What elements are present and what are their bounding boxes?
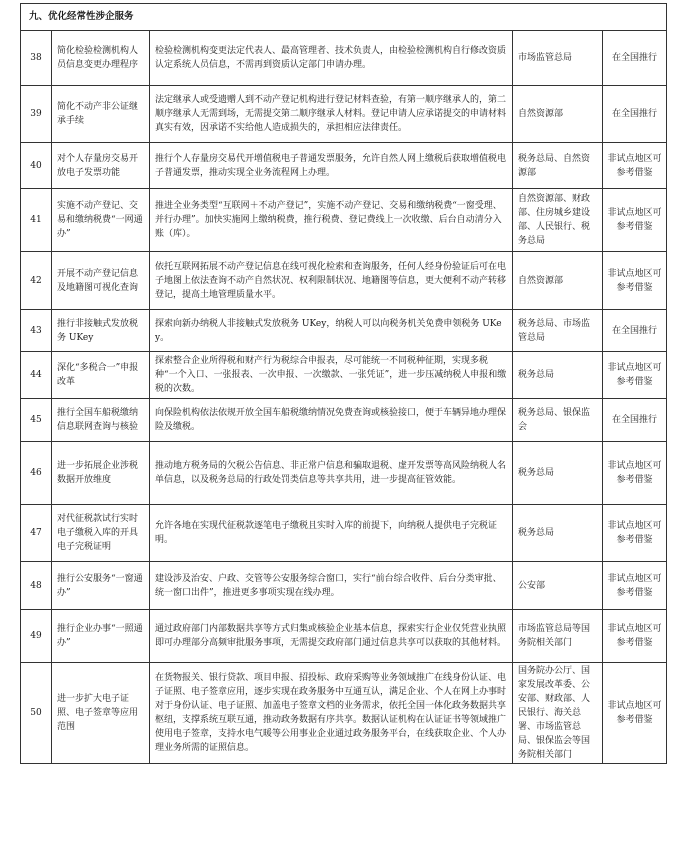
- measure-description: 法定继承人或受遗赠人到不动产登记机构进行登记材料查验，有第一顺序继承人的，第二顺序继承人无需到场，无需提交第二顺序继承人材料。登记申请人应承诺提交的申请材料真实有效，因承诺不实给他人造成损失的，承担相应法律责任。: [150, 86, 513, 143]
- measure-description: 探索整合企业所得税和财产行为税综合申报表，尽可能统一不同税种征期，实现多税种“一个入口、一张报表、一次申报、一次缴款、一张凭证”，进一步压减纳税人申报和缴税的次数。: [150, 352, 513, 399]
- row-number: 41: [21, 189, 52, 252]
- measures-table: [20, 3, 667, 764]
- table-row: [21, 562, 667, 610]
- responsible-departments: 税务总局: [513, 505, 603, 562]
- measure-name: 对代征税款试行实时电子缴税入库的开具电子完税证明: [52, 505, 150, 562]
- responsible-departments: 税务总局: [513, 442, 603, 505]
- responsible-departments: 税务总局、市场监管总局: [513, 310, 603, 352]
- measure-name: 简化不动产非公证继承手续: [52, 86, 150, 143]
- responsible-departments: 自然资源部: [513, 252, 603, 310]
- measure-description: 允许各地在实现代征税款逐笔电子缴税且实时入库的前提下，向纳税人提供电子完税证明。: [150, 505, 513, 562]
- table-row: [21, 252, 667, 310]
- implementation-scope: 非试点地区可参考借鉴: [603, 610, 667, 663]
- implementation-scope: 非试点地区可参考借鉴: [603, 189, 667, 252]
- measure-description: 通过政府部门内部数据共享等方式归集或核验企业基本信息，探索实行企业仅凭营业执照即可办理部分高频审批服务事项，无需提交政府部门通过信息共享可以获取的其他材料。: [150, 610, 513, 663]
- measure-description: 推进全业务类型“互联网＋不动产登记”，实施不动产登记、交易和缴纳税费“一窗受理、并行办理”。加快实施网上缴纳税费，推行税费、登记费线上一次收缴、后台自动清分入账（库）。: [150, 189, 513, 252]
- responsible-departments: 公安部: [513, 562, 603, 610]
- measure-name: 实施不动产登记、交易和缴纳税费“一网通办”: [52, 189, 150, 252]
- row-number: 46: [21, 442, 52, 505]
- table-row: [21, 505, 667, 562]
- table-row: [21, 31, 667, 86]
- table-row: [21, 610, 667, 663]
- implementation-scope: 非试点地区可参考借鉴: [603, 663, 667, 764]
- measure-name: 简化检验检测机构人员信息变更办理程序: [52, 31, 150, 86]
- measure-description: 推动地方税务局的欠税公告信息、非正常户信息和骗取退税、虚开发票等高风险纳税人名单信息，以及税务总局的行政处罚类信息等共享共用，进一步提高征管效能。: [150, 442, 513, 505]
- implementation-scope: 在全国推行: [603, 31, 667, 86]
- measure-description: 探索向新办纳税人非接触式发放税务 UKey，纳税人可以向税务机关免费申领税务 UKey。: [150, 310, 513, 352]
- implementation-scope: 非试点地区可参考借鉴: [603, 442, 667, 505]
- row-number: 42: [21, 252, 52, 310]
- section-title: 九、优化经常性涉企服务: [21, 4, 667, 31]
- responsible-departments: 自然资源部: [513, 86, 603, 143]
- table-row: [21, 663, 667, 764]
- measure-name: 进一步拓展企业涉税数据开放维度: [52, 442, 150, 505]
- implementation-scope: 非试点地区可参考借鉴: [603, 352, 667, 399]
- row-number: 50: [21, 663, 52, 764]
- table-row: [21, 399, 667, 442]
- responsible-departments: 市场监管总局: [513, 31, 603, 86]
- row-number: 47: [21, 505, 52, 562]
- responsible-departments: 市场监管总局等国务院相关部门: [513, 610, 603, 663]
- measure-name: 推行公安服务“一窗通办”: [52, 562, 150, 610]
- row-number: 38: [21, 31, 52, 86]
- measure-name: 推行企业办事“一照通办”: [52, 610, 150, 663]
- policy-table-page: [20, 3, 666, 764]
- measure-description: 推行个人存量房交易代开增值税电子普通发票服务，允许自然人网上缴税后获取增值税电子普通发票，推动实现全业务流程网上办理。: [150, 143, 513, 189]
- row-number: 48: [21, 562, 52, 610]
- responsible-departments: 自然资源部、财政部、住房城乡建设部、人民银行、税务总局: [513, 189, 603, 252]
- row-number: 44: [21, 352, 52, 399]
- responsible-departments: 国务院办公厅、国家发展改革委、公安部、财政部、人民银行、海关总署、市场监管总局、银保监会等国务院相关部门: [513, 663, 603, 764]
- implementation-scope: 非试点地区可参考借鉴: [603, 252, 667, 310]
- row-number: 40: [21, 143, 52, 189]
- row-number: 39: [21, 86, 52, 143]
- measure-name: 推行非接触式发放税务 UKey: [52, 310, 150, 352]
- implementation-scope: 在全国推行: [603, 86, 667, 143]
- implementation-scope: 在全国推行: [603, 310, 667, 352]
- row-number: 43: [21, 310, 52, 352]
- measure-description: 检验检测机构变更法定代表人、最高管理者、技术负责人，由检验检测机构自行修改资质认定系统人员信息，不需再到资质认定部门申请办理。: [150, 31, 513, 86]
- row-number: 49: [21, 610, 52, 663]
- table-row: [21, 86, 667, 143]
- table-row: [21, 352, 667, 399]
- measure-name: 开展不动产登记信息及地籍图可视化查询: [52, 252, 150, 310]
- measure-name: 深化“多税合一”申报改革: [52, 352, 150, 399]
- implementation-scope: 非试点地区可参考借鉴: [603, 505, 667, 562]
- table-row: [21, 442, 667, 505]
- measure-description: 建设涉及治安、户政、交管等公安服务综合窗口，实行“前台综合收件、后台分类审批、统一窗口出件”，推进更多事项实现在线办理。: [150, 562, 513, 610]
- implementation-scope: 在全国推行: [603, 399, 667, 442]
- responsible-departments: 税务总局、银保监会: [513, 399, 603, 442]
- table-row: [21, 310, 667, 352]
- measure-description: 向保险机构依法依规开放全国车船税缴纳情况免费查询或核验接口，便于车辆异地办理保险及缴税。: [150, 399, 513, 442]
- responsible-departments: 税务总局、自然资源部: [513, 143, 603, 189]
- section-header-row: [21, 4, 667, 31]
- table-row: [21, 143, 667, 189]
- responsible-departments: 税务总局: [513, 352, 603, 399]
- measure-description: 依托互联网拓展不动产登记信息在线可视化检索和查询服务，任何人经身份验证后可在电子地图上依法查询不动产自然状况、权利限制状况、地籍图等信息，更大便利不动产转移登记，提高土地管理质量水平。: [150, 252, 513, 310]
- measure-name: 进一步扩大电子证照、电子签章等应用范围: [52, 663, 150, 764]
- measure-description: 在货物报关、银行贷款、项目申报、招投标、政府采购等业务领域推广在线身份认证、电子证照、电子签章应用，逐步实现在政务服务中互通互认，满足企业、个人在网上办事时对于身份认证、电子证照、加盖电子签章文档的业务需求，依托全国一体化政务数据共享枢纽，支撑系统互联互通，推动政务数据有序共享。数据认证机构在认证证书等领域推广使用电子签章，支持水电气暖等公用事业企业通过政务服务平台，在线获取企业、个人办理业务所需的证照信息。: [150, 663, 513, 764]
- row-number: 45: [21, 399, 52, 442]
- implementation-scope: 非试点地区可参考借鉴: [603, 143, 667, 189]
- implementation-scope: 非试点地区可参考借鉴: [603, 562, 667, 610]
- measure-name: 推行全国车船税缴纳信息联网查询与核验: [52, 399, 150, 442]
- measure-name: 对个人存量房交易开放电子发票功能: [52, 143, 150, 189]
- table-row: [21, 189, 667, 252]
